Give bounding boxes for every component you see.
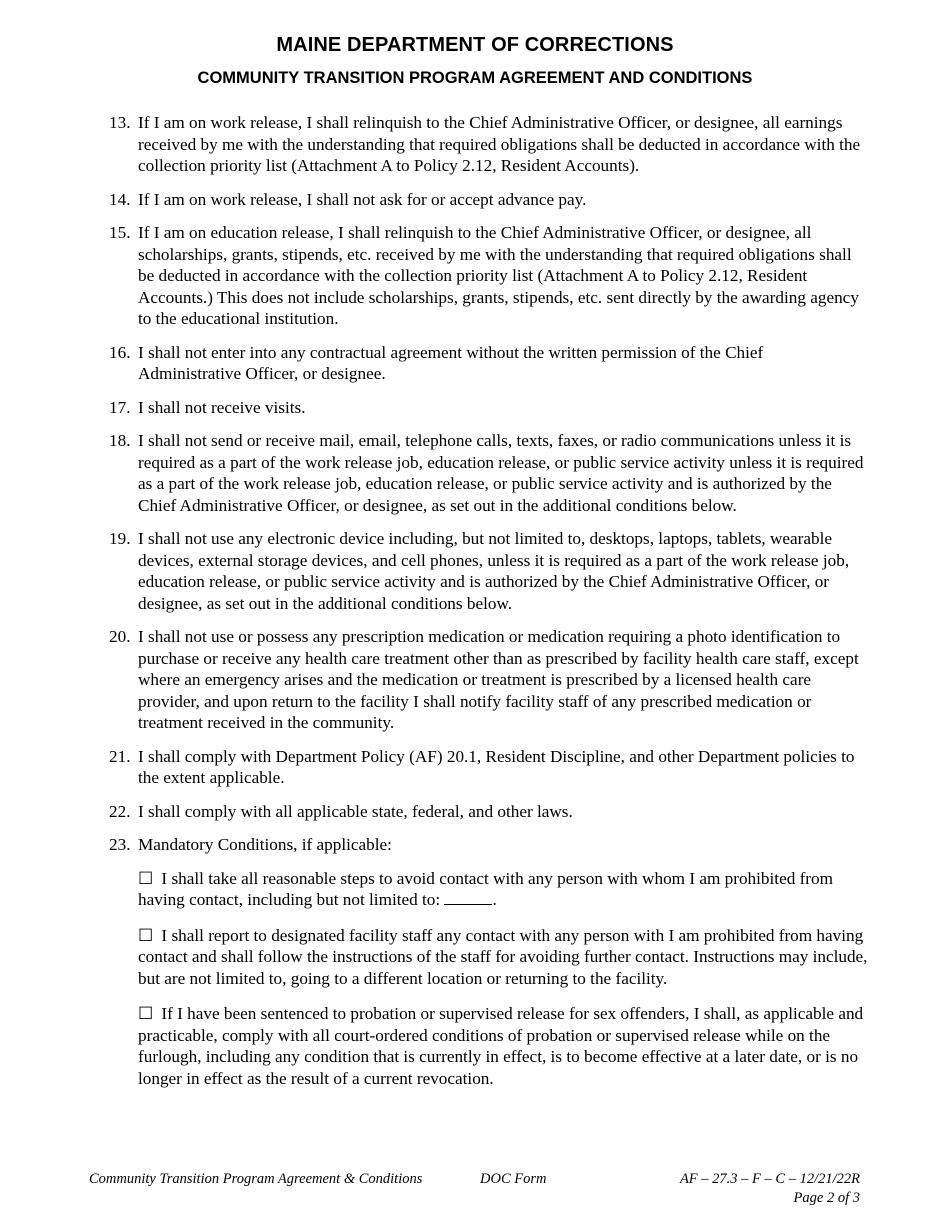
footer-page-number: Page 2 of 3 bbox=[793, 1190, 860, 1206]
item-text: I shall not enter into any contractual agreement without the written permission of the Chief Administrative Officer, or designee. bbox=[138, 342, 764, 383]
item-number: 22. bbox=[109, 801, 131, 821]
item-number: 14. bbox=[109, 189, 131, 209]
item-number: 13. bbox=[109, 113, 131, 132]
item-number: 20. bbox=[109, 627, 131, 646]
mandatory-condition bbox=[138, 925, 869, 990]
list-item bbox=[109, 342, 869, 385]
footer-form-type: DOC Form bbox=[480, 1171, 547, 1187]
conditions-list bbox=[109, 112, 869, 1103]
list-item bbox=[109, 189, 869, 211]
item-text: I shall comply with all applicable state, federal, and other laws. bbox=[138, 801, 573, 821]
item-number: 21. bbox=[109, 746, 131, 766]
list-item bbox=[109, 430, 869, 516]
item-number: 16. bbox=[109, 342, 131, 362]
item-text: I shall not use or possess any prescription medication or medication requiring a photo identification to purchase or receive any health care treatment other than as prescribed by facility health care staff, except where an emergency arises and the medication or treatment is prescribed by a licensed health care provider, and upon return to the facility I shall notify facility staff of any prescribed medication or treatment received in the community. bbox=[138, 627, 859, 732]
fill-in-blank[interactable] bbox=[444, 904, 492, 905]
condition-text: I shall report to designated facility staff any contact with any person with I am prohibited from having contact and shall follow the instructions of the staff for avoiding further contact. Instructions may include, but are not limited to, going to a different location or returning to the facility. bbox=[138, 925, 868, 988]
condition-text: I shall take all reasonable steps to avoid contact with any person with whom I am prohibited from having contact, including but not limited to: bbox=[138, 868, 833, 909]
condition-text: If I have been sentenced to probation or supervised release for sex offenders, I shall, as applicable and practicable, comply with all court-ordered conditions of probation or supervised release while on the furlough, including any condition that is currently in effect, is to become effective at a later date, or is no longer in effect as the result of a current revocation. bbox=[138, 1004, 864, 1088]
list-item bbox=[109, 746, 869, 789]
mandatory-condition bbox=[138, 1003, 869, 1089]
document-subtitle: COMMUNITY TRANSITION PROGRAM AGREEMENT AND CONDITIONS bbox=[197, 69, 753, 87]
list-item bbox=[109, 222, 869, 330]
item-text: I shall not send or receive mail, email, telephone calls, texts, faxes, or radio communications unless it is required as a part of the work release job, education release, or public service activity unless it is required as a part of the work release job, education release, or public service activity and is authorized by the Chief Administrative Officer, or designee, as set out in the additional conditions below. bbox=[138, 431, 864, 515]
item-text: I shall not use any electronic device including, but not limited to, desktops, laptops, tablets, wearable devices, external storage devices, and cell phones, unless it is required as a part of the work release job, education release, or public service activity and is authorized by the Chief Administrative Officer, or designee, as set out in the additional conditions below. bbox=[138, 529, 850, 613]
item-number: 18. bbox=[109, 431, 131, 450]
footer-doc-title: Community Transition Program Agreement & Conditions bbox=[89, 1171, 423, 1187]
item-number: 23. bbox=[109, 835, 131, 854]
document-title: MAINE DEPARTMENT OF CORRECTIONS bbox=[276, 34, 674, 56]
item-text: Mandatory Conditions, if applicable: bbox=[138, 835, 392, 854]
list-item bbox=[109, 397, 869, 419]
item-text: I shall comply with Department Policy (AF) 20.1, Resident Discipline, and other Department policies to the extent applicable. bbox=[138, 746, 855, 787]
checkbox[interactable]: ☐ bbox=[138, 1004, 154, 1023]
item-number: 15. bbox=[109, 223, 131, 242]
mandatory-condition bbox=[138, 868, 869, 911]
item-text: If I am on work release, I shall not ask for or accept advance pay. bbox=[138, 189, 587, 209]
list-item bbox=[109, 112, 869, 177]
condition-text-suffix: . bbox=[492, 890, 497, 909]
item-number: 19. bbox=[109, 529, 131, 548]
list-item bbox=[109, 626, 869, 734]
item-text: If I am on work release, I shall relinquish to the Chief Administrative Officer, or designee, all earnings received by me with the understanding that required obligations shall be deducted in accordance with the collection priority list (Attachment A to Policy 2.12, Resident Accounts). bbox=[138, 113, 861, 175]
item-text: If I am on education release, I shall relinquish to the Chief Administrative Officer, or designee, all scholarships, grants, stipends, etc. received by me with the understanding that required obligations shall be deducted in accordance with the collection priority list (Attachment A to Policy 2.12, Resident Accounts.) This does not include scholarships, grants, stipends, etc. sent directly by the awarding agency to the educational institution. bbox=[138, 223, 859, 328]
checkbox[interactable]: ☐ bbox=[138, 925, 154, 945]
item-number: 17. bbox=[109, 397, 131, 417]
list-item bbox=[109, 528, 869, 614]
list-item bbox=[109, 801, 869, 823]
footer-form-code: AF – 27.3 – F – C – 12/21/22R bbox=[679, 1171, 860, 1187]
list-item bbox=[109, 834, 869, 856]
checkbox[interactable]: ☐ bbox=[138, 868, 154, 888]
item-text: I shall not receive visits. bbox=[138, 397, 306, 417]
footer-form-info bbox=[680, 1170, 860, 1208]
